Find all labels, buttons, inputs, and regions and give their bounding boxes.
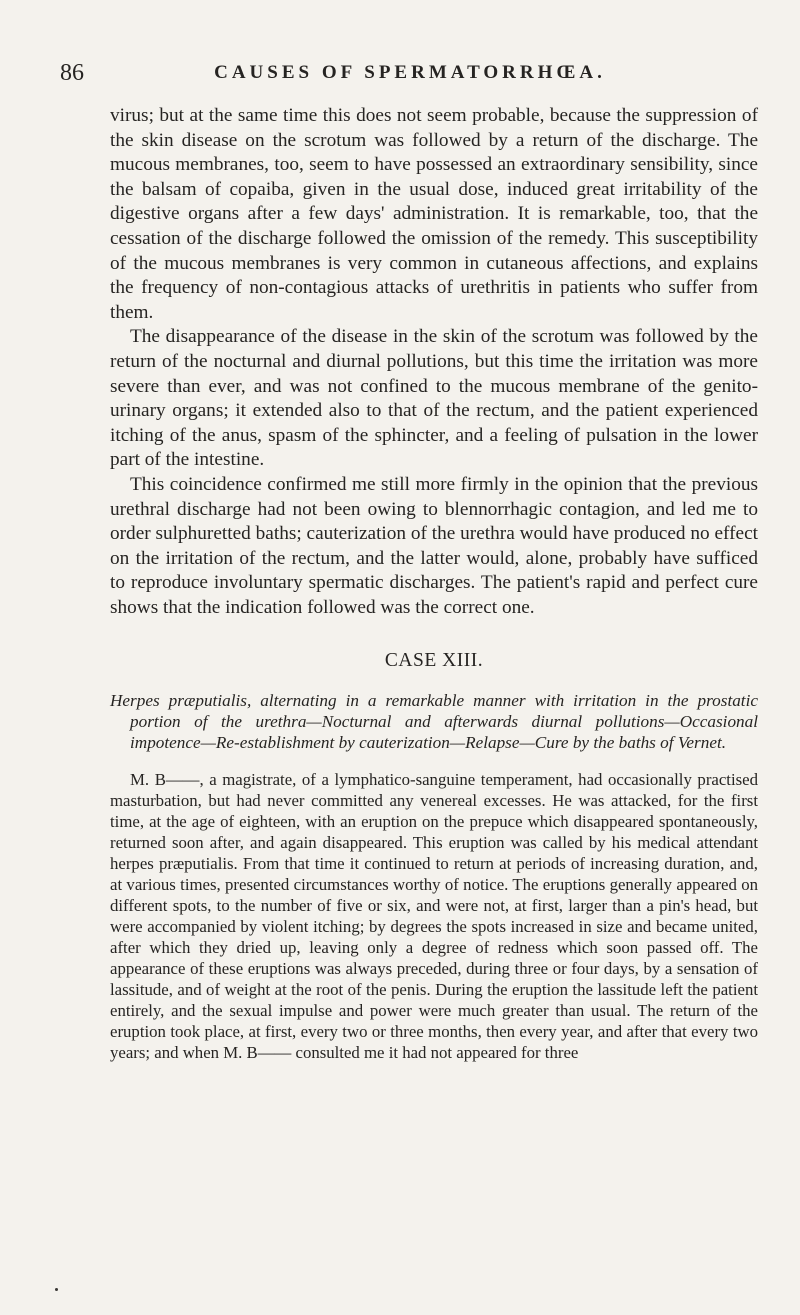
- running-title: CAUSES OF SPERMATORRHŒA.: [214, 62, 606, 83]
- paragraph: This coincidence confirmed me still more firmly in the opinion that the previous urethral discharge had not been owing to blennorrhagic contagion, and led me to order sulphuretted baths; cauterization of the urethra would have produced no effect on the irritation of the rectum, and the latter would, alone, probably have sufficed to reproduce involuntary spermatic discharges. The patient's rapid and perfect cure shows that the indication followed was the correct one.: [110, 473, 758, 618]
- body-text: [110, 104, 758, 1063]
- case-body-paragraph: M. B——, a magistrate, of a lymphatico-sanguine temperament, had occasionally practised masturbation, but had never committed any venereal excesses. He was attacked, for the first time, at the age of eighteen, with an eruption on the prepuce which disappeared spontaneously, returned soon after, and again disappeared. This eruption was called by his medical attendant herpes præputialis. From that time it continued to return at periods of increasing duration, and, at various times, presented circumstances worthy of notice. The eruptions generally appeared on different spots, to the number of five or six, and were not, at first, larger than a pin's head, but were accompanied by violent itching; by degrees the spots increased in size and became united, after which they dried up, leaving only a degree of redness which soon passed off. The appearance of these eruptions was always preceded, during three or four days, by a sensation of lassitude, and of weight at the root of the penis. During the eruption the lassitude left the patient entirely, and the sexual impulse and power were much greater than usual. The return of the eruption took place, at first, every two or three months, then every year, and after that every two years; and when M. B—— consulted me it had not appeared for three: [110, 770, 758, 1063]
- running-head: [60, 60, 760, 90]
- margin-dot-mark: [55, 1288, 58, 1291]
- case-summary: Herpes præputialis, alternating in a remarkable manner with irritation in the prostatic portion of the urethra—Nocturnal and afterwards diurnal pollutions—Occasional impotence—Re-establishment by cauterization—Relapse—Cure by the baths of Vernet.: [110, 691, 758, 753]
- paragraph: virus; but at the same time this does not seem probable, because the suppression of the skin disease on the scrotum was followed by a return of the discharge. The mucous membranes, too, seem to have possessed an extraordinary sensibility, since the balsam of copaiba, given in the usual dose, induced great irritability of the digestive organs after a few days' administration. It is remarkable, too, that the cessation of the discharge followed the omission of the remedy. This susceptibility of the mucous membranes is very common in cutaneous affections, and explains the frequency of non-contagious attacks of urethritis in patients who suffer from them.: [110, 105, 758, 323]
- case-heading: CASE XIII.: [384, 650, 484, 672]
- page-number: 86: [60, 60, 84, 86]
- paragraph: The disappearance of the disease in the skin of the scrotum was followed by the return of the nocturnal and diurnal pollutions, but this time the irritation was more severe than ever, and was not confined to the mucous membrane of the genito-urinary organs; it extended also to that of the rectum, and the patient experienced itching of the anus, spasm of the sphincter, and a feeling of pulsation in the lower part of the intestine.: [110, 326, 758, 471]
